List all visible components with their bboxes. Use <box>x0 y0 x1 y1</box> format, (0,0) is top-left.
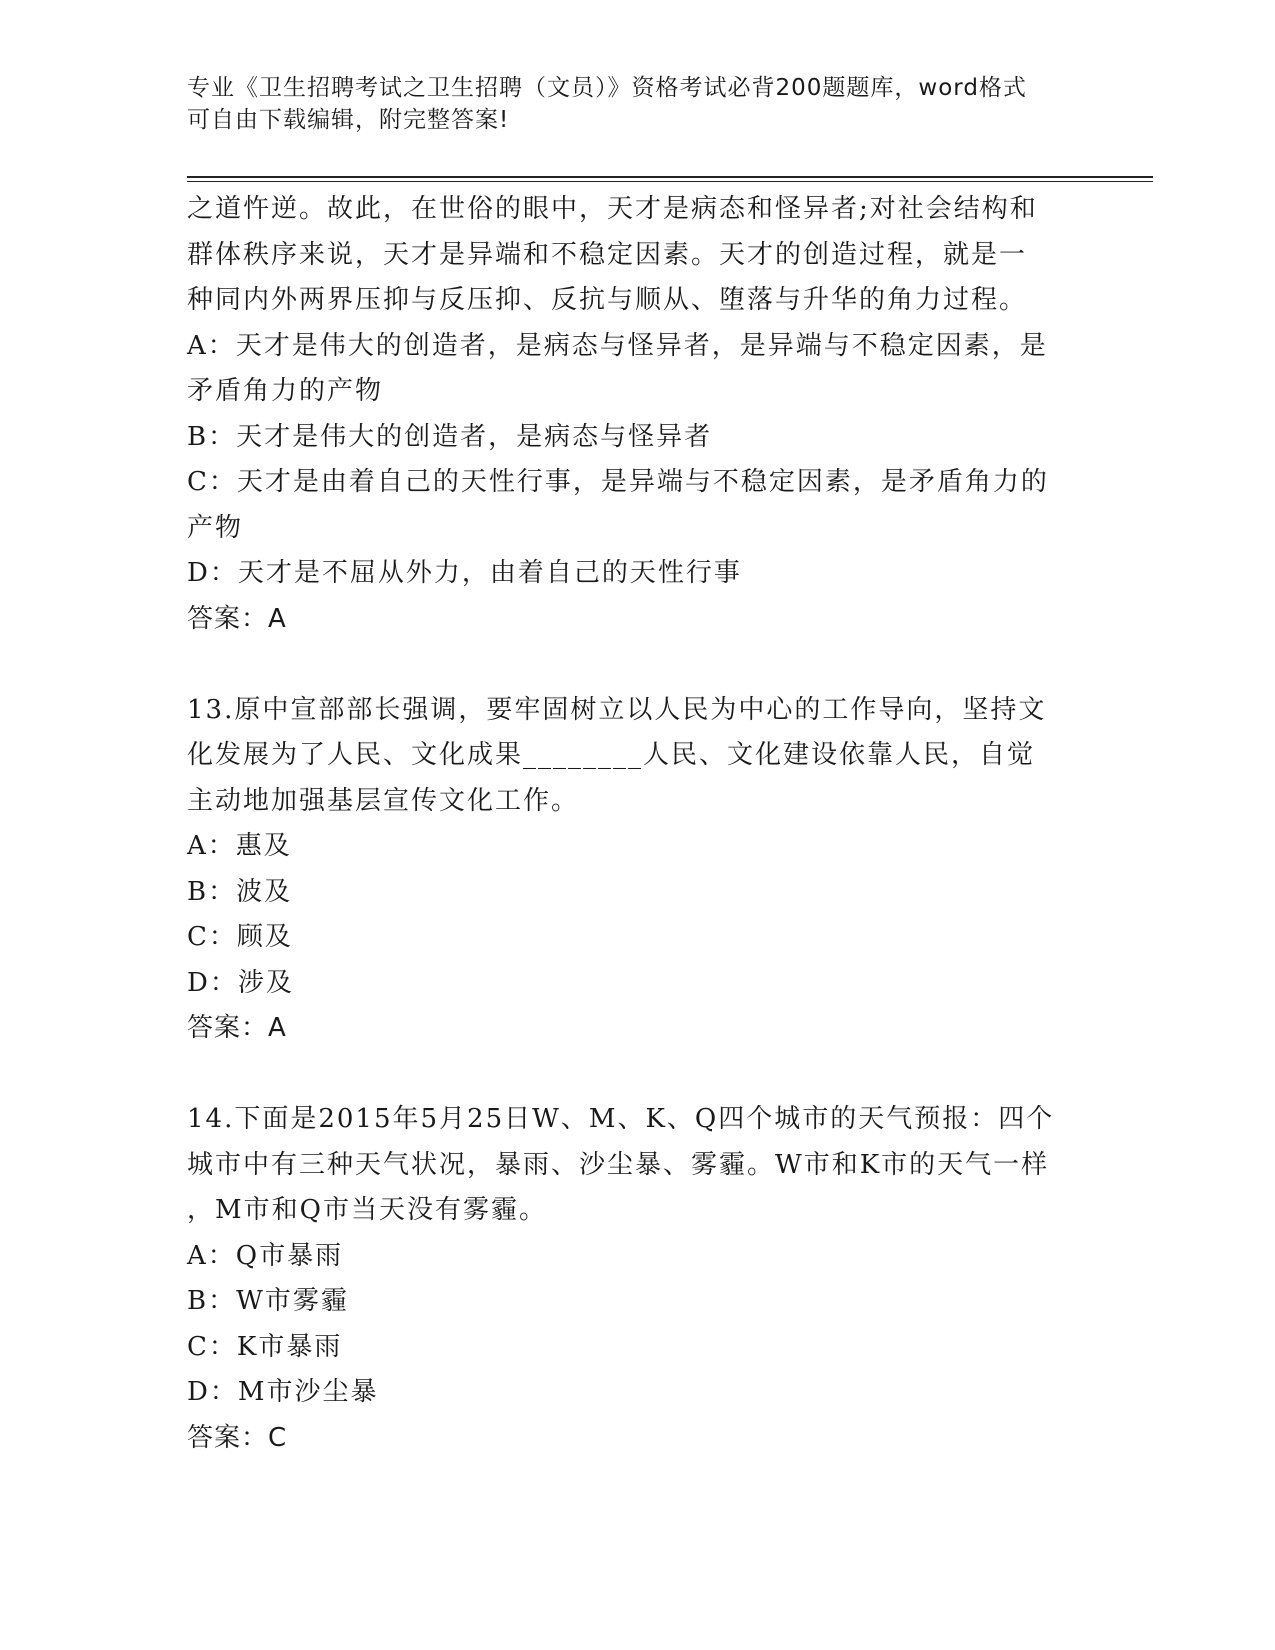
option-a: A：Q市暴雨 <box>187 1240 344 1271</box>
option-c-continued: 产物 <box>187 512 244 543</box>
option-a: A：惠及 <box>187 831 292 861</box>
question-stem-line: ，M市和Q市当天没有雾霾。 <box>187 1195 547 1225</box>
option-b: B：天才是伟大的创造者，是病态与怪异者 <box>187 421 713 452</box>
option-b: B：波及 <box>187 876 293 907</box>
option-a-continued: 矛盾角力的产物 <box>187 376 384 406</box>
question-stem-line: 城市中有三种天气状况，暴雨、沙尘暴、雾霾。W市和K市的天气一样 <box>187 1149 1050 1180</box>
option-c: C：顾及 <box>187 922 293 952</box>
option-b: B：W市雾霾 <box>187 1286 349 1316</box>
header-divider-thin <box>187 181 1153 182</box>
option-c: C：K市暴雨 <box>187 1331 343 1362</box>
question-stem-line: 种同内外两界压抑与反压抑、反抗与顺从、堕落与升华的角力过程。 <box>187 285 1028 315</box>
question-spacer <box>187 642 1087 688</box>
question-stem-line: 14.下面是2015年5月25日W、M、K、Q四个城市的天气预报：四个 <box>187 1104 1055 1134</box>
question-content <box>187 187 1087 1461</box>
question-13 <box>187 688 1087 1052</box>
option-a: A：天才是伟大的创造者，是病态与怪异者，是异端与不稳定因素，是 <box>187 330 1048 361</box>
question-12 <box>187 187 1087 642</box>
header-title-line-1: 专业《卫生招聘考试之卫生招聘（文员）》资格考试必背200题题库，word格式 <box>187 75 1027 101</box>
option-c: C：天才是由着自己的天性行事，是异端与不稳定因素，是矛盾角力的 <box>187 467 1049 497</box>
answer-label: 答案：A <box>187 1013 287 1043</box>
question-stem-line: 主动地加强基层宣传文化工作。 <box>187 785 580 816</box>
question-stem-line: 群体秩序来说，天才是异端和不稳定因素。天才的创造过程，就是一 <box>187 239 1028 270</box>
question-stem-line: 13.原中宣部部长强调，要牢固树立以人民为中心的工作导向，坚持文 <box>187 694 1047 725</box>
answer-label: 答案：A <box>187 603 287 634</box>
option-d: D：涉及 <box>187 967 294 998</box>
option-d: D：M市沙尘暴 <box>187 1377 379 1407</box>
question-spacer <box>187 1052 1087 1098</box>
header-title-line-2: 可自由下载编辑，附完整答案! <box>187 107 510 133</box>
header-divider-thick <box>187 176 1153 178</box>
question-stem-line: 化发展为了人民、文化成果________人民、文化建设依靠人民，自觉 <box>187 740 1036 770</box>
document-header <box>187 72 1087 136</box>
option-d: D：天才是不屈从外力，由着自己的天性行事 <box>187 558 742 588</box>
question-14 <box>187 1097 1087 1461</box>
answer-label: 答案：C <box>187 1422 288 1453</box>
question-stem-line: 之道忤逆。故此，在世俗的眼中，天才是病态和怪异者;对社会结构和 <box>187 194 1038 224</box>
